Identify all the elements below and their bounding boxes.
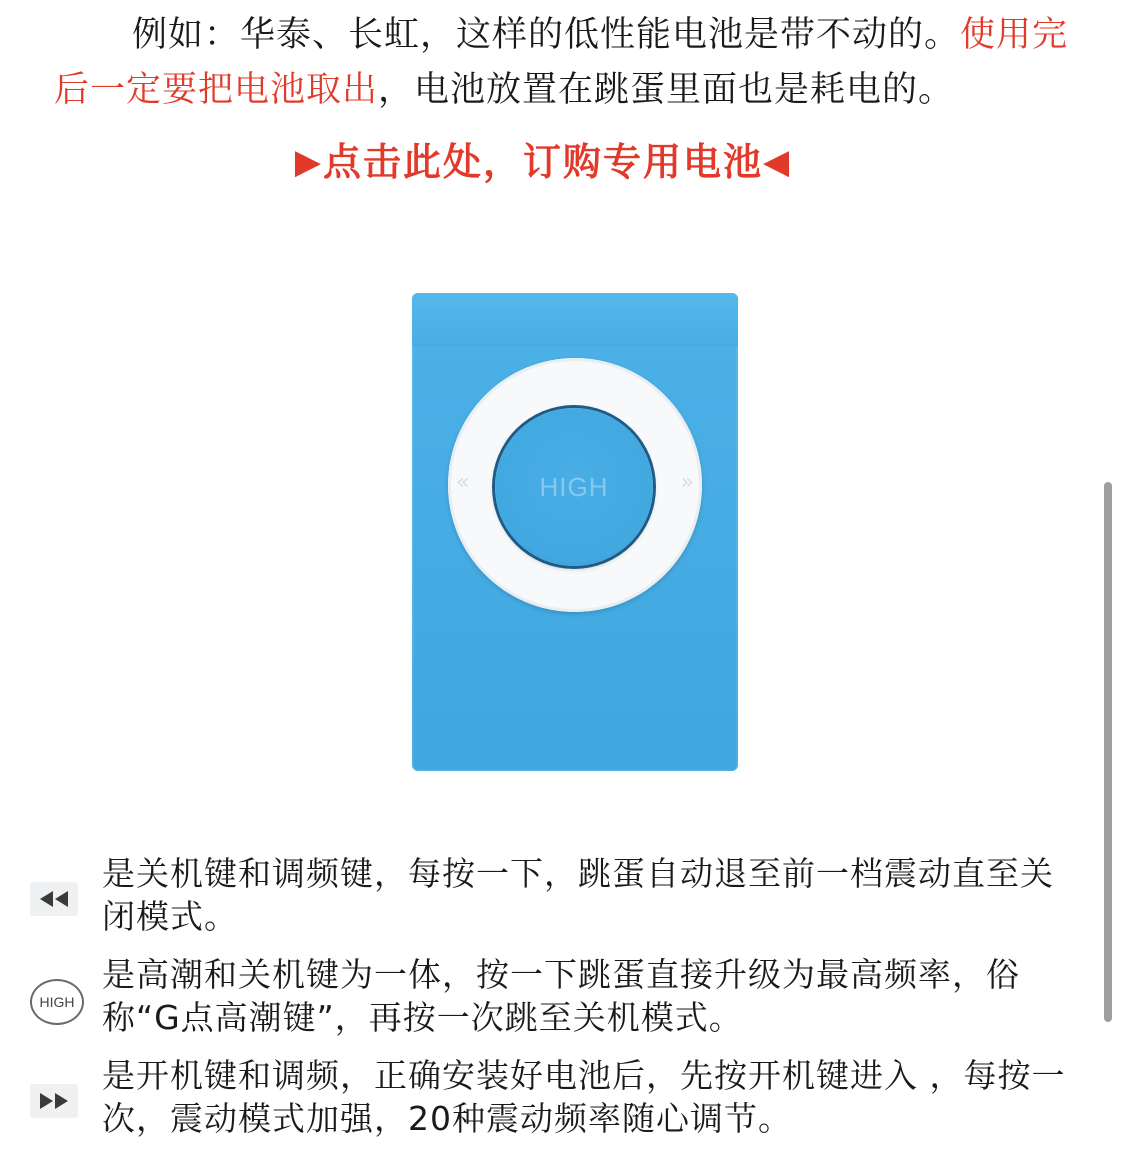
ring-forward-icon: » xyxy=(680,470,694,495)
feature-text: 是开机键和调频，正确安装好电池后，先按开机键进入 ，每按一次，震动模式加强，20种震动频率随心调节。 xyxy=(102,1056,1066,1138)
notice-text-end: ，电池放置在跳蛋里面也是耗电的。 xyxy=(378,70,955,110)
product-high-button xyxy=(495,408,653,566)
play-arrow-icon: ▶ xyxy=(294,141,323,182)
product-clip xyxy=(412,293,738,346)
rewind-icon xyxy=(30,882,78,916)
product-control-ring xyxy=(448,358,702,612)
reverse-arrow-icon: ◀ xyxy=(763,141,792,182)
high-button-label: HIGH xyxy=(539,472,609,502)
fast-forward-icon xyxy=(30,1084,78,1118)
notice-highlight: 使用完后一定要把电池取出 xyxy=(54,15,1069,110)
button-feature-list xyxy=(0,852,1124,1155)
ring-rewind-icon: « xyxy=(456,470,470,495)
feature-text: 是关机键和调频键，每按一下，跳蛋自动退至前一档震动直至关闭模式。 xyxy=(102,854,1054,936)
list-item xyxy=(0,953,1082,1039)
order-link-label: 点击此处，订购专用电池 xyxy=(322,140,763,184)
product-image xyxy=(412,293,738,771)
list-item xyxy=(0,852,1082,938)
high-button-icon: HIGH xyxy=(30,979,84,1025)
order-battery-link[interactable] xyxy=(0,132,1086,192)
battery-notice xyxy=(54,8,1104,118)
list-item xyxy=(0,1054,1082,1140)
vertical-scrollbar[interactable] xyxy=(1104,482,1112,1022)
notice-text: 例如：华泰、长虹，这样的低性能电池是带不动的。 xyxy=(132,15,961,55)
feature-text: 是高潮和关机键为一体，按一下跳蛋直接升级为最高频率，俗称“G点高潮键”，再按一次跳至关机模式。 xyxy=(102,955,1020,1037)
